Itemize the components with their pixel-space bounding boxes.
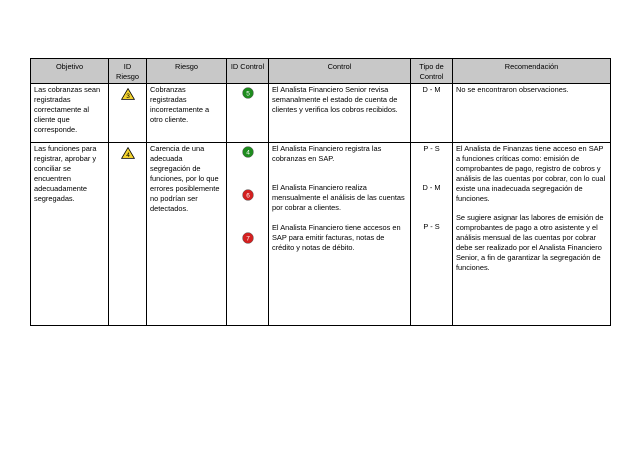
id-riesgo-cell [109, 84, 147, 143]
id-control-cell [227, 143, 269, 326]
recomendacion-cell [453, 143, 611, 326]
header-riesgo: Riesgo [147, 59, 227, 84]
tipo-control-value: P - S [423, 222, 440, 231]
table-row [31, 143, 611, 326]
control-cell [269, 84, 411, 143]
header-control: Control [269, 59, 411, 84]
objetivo-cell: Las funciones para registrar, aprobar y conciliar se encuentren adecuadamente segregadas. [31, 143, 109, 326]
control-text: El Analista Financiero realiza mensualmente el análisis de las cuentas por cobrar a clientes. [272, 183, 405, 212]
control-cell [269, 143, 411, 326]
tipo-control-value: D - M [422, 183, 441, 192]
table-row [31, 84, 611, 143]
warning-triangle-icon [121, 147, 135, 159]
control-text: El Analista Financiero Senior revisa semanalmente el estado de cuenta de clientes y verifica los cobros recibidos. [272, 85, 398, 114]
recomendacion-text: No se encontraron observaciones. [456, 85, 569, 94]
warning-triangle-icon [121, 88, 135, 100]
recomendacion-text: Se sugiere asignar las labores de emisión de comprobantes de pago a otro asistente y el análisis mensual de las cuentas por cobrar debe ser realizado por el Analista Financiero Senior, a fin de garantizar la segregación de funciones. [456, 213, 604, 272]
control-status-icon [242, 146, 254, 158]
control-id-label: 6 [245, 192, 250, 200]
risk-id-label: 3 [125, 93, 130, 100]
header-tipo-control: Tipo de Control [411, 59, 453, 84]
header-objetivo: Objetivo [31, 59, 109, 84]
header-row [31, 59, 611, 84]
recomendacion-text: El Analista de Finanzas tiene acceso en SAP a funciones críticas como: emisión de comprobantes de pago, registro de cobros y análisis de las cuentas por cobrar, con lo cual existe una inadecuada segregación de funciones. [456, 144, 606, 203]
header-recomendacion: Recomendación [453, 59, 611, 84]
riesgo-cell: Carencia de una adecuada segregación de funciones, por lo que errores posiblemente no podrían ser detectados. [147, 143, 227, 326]
control-text: El Analista Financiero tiene accesos en SAP para emitir facturas, notas de crédito y notas de débito. [272, 223, 401, 252]
objetivo-cell: Las cobranzas sean registradas correctamente al cliente que corresponde. [31, 84, 109, 143]
recomendacion-cell [453, 84, 611, 143]
tipo-control-cell [411, 143, 453, 326]
tipo-control-value: D - M [422, 85, 441, 94]
control-status-icon [242, 87, 254, 99]
header-id-riesgo: ID Riesgo [109, 59, 147, 84]
control-status-icon [242, 232, 254, 244]
control-status-icon [242, 189, 254, 201]
id-riesgo-cell [109, 143, 147, 326]
control-text: El Analista Financiero registra las cobranzas en SAP. [272, 144, 382, 163]
control-id-label: 4 [245, 149, 250, 157]
risk-control-table [30, 58, 611, 326]
control-id-label: 7 [245, 235, 250, 243]
tipo-control-value: P - S [423, 144, 440, 153]
id-control-cell [227, 84, 269, 143]
header-id-control: ID Control [227, 59, 269, 84]
risk-id-label: 4 [125, 152, 130, 159]
control-id-label: 5 [245, 90, 250, 98]
tipo-control-cell [411, 84, 453, 143]
riesgo-cell: Cobranzas registradas incorrectamente a otro cliente. [147, 84, 227, 143]
